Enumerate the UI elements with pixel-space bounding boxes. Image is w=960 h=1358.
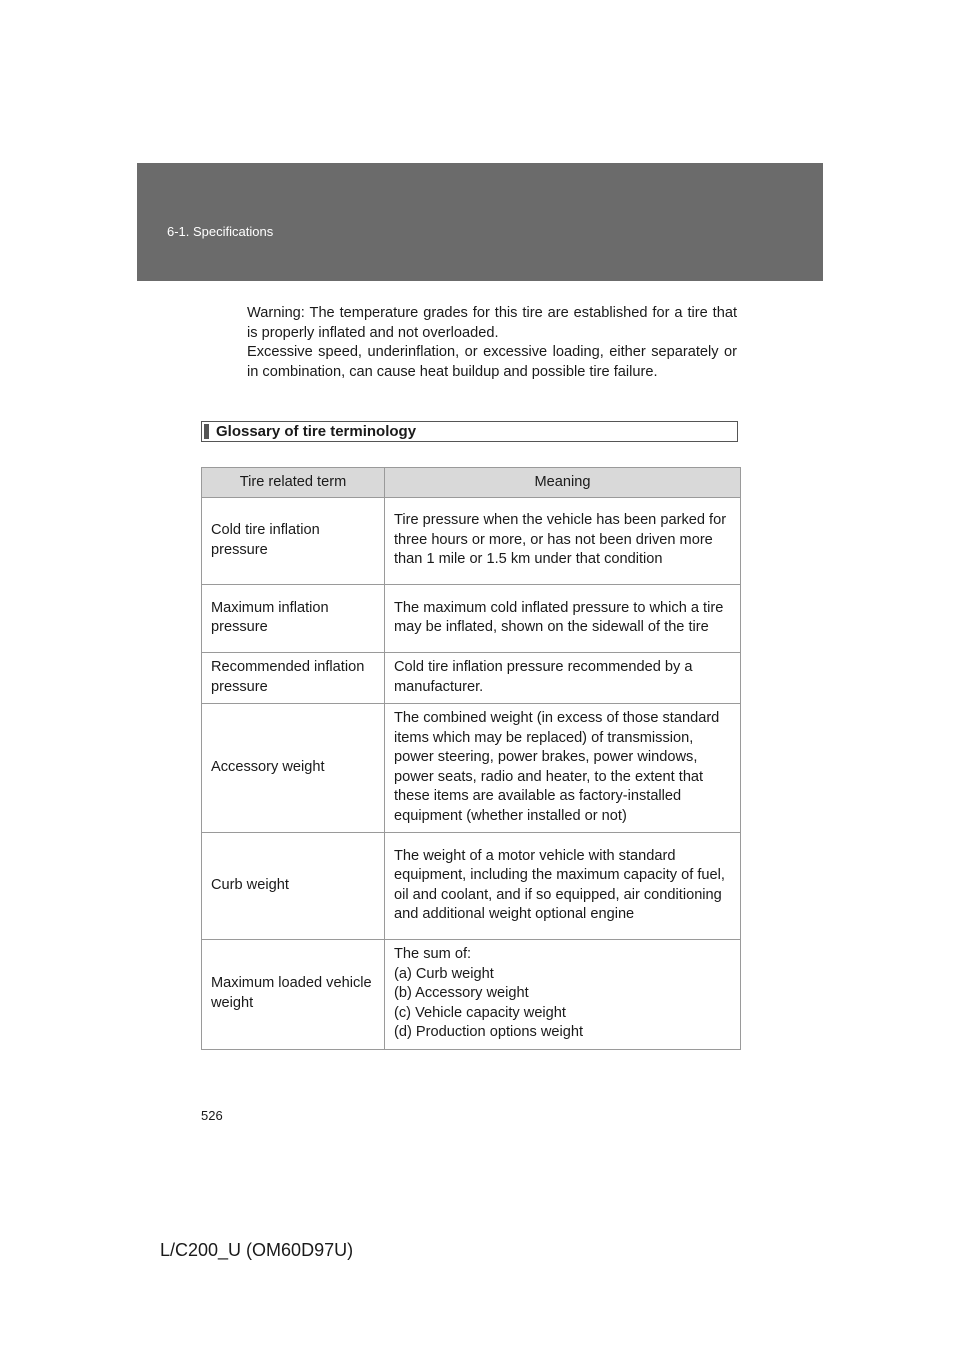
- meaning-line: (d) Production options weight: [394, 1024, 584, 1040]
- meaning-cell: The combined weight (in excess of those standard items which may be replaced) of transmission, power steering, power brakes, power windows, power seats, radio and heater, to the extent that these items are available as factory-installed equipment (whether installed or not): [385, 704, 741, 833]
- meaning-cell: Tire pressure when the vehicle has been parked for three hours or more, or has not been driven more than 1 mile or 1.5 km under that condition: [385, 498, 741, 585]
- table-row: [202, 585, 741, 653]
- header-band: [137, 163, 823, 281]
- table-row: [202, 704, 741, 833]
- term-cell: Cold tire inflation pressure: [202, 498, 385, 585]
- heading-marker: [204, 424, 209, 439]
- table-row: [202, 833, 741, 940]
- table-row: [202, 498, 741, 585]
- meaning-line: (c) Vehicle capacity weight: [394, 1004, 566, 1021]
- meaning-line: (a) Curb weight: [394, 965, 494, 982]
- meaning-line: The sum of:: [394, 946, 472, 962]
- glossary-heading: [201, 421, 738, 442]
- meaning-cell: [385, 940, 741, 1050]
- warning-paragraph-1: Warning: The temperature grades for this tire are established for a tire that is properly inflated and not overloaded.: [247, 305, 737, 341]
- section-label: 6-1. Specifications: [167, 224, 274, 239]
- term-cell: Recommended inflation pressure: [202, 653, 385, 704]
- warning-paragraph-2: Excessive speed, underinflation, or excessive loading, either separately or in combination, can cause heat buildup and possible tire failure.: [247, 344, 737, 380]
- meaning-line: (b) Accessory weight: [394, 985, 529, 1001]
- page-number: 526: [201, 1108, 223, 1123]
- meaning-cell: The weight of a motor vehicle with standard equipment, including the maximum capacity of fuel, oil and coolant, and if so equipped, air conditioning and additional weight optional engine: [385, 833, 741, 940]
- table-row: [202, 940, 741, 1050]
- glossary-table: [201, 467, 741, 1050]
- warning-text: [247, 304, 737, 382]
- glossary-title: Glossary of tire terminology: [216, 423, 417, 440]
- column-header-meaning: Meaning: [385, 468, 741, 498]
- table-header-row: [202, 468, 741, 498]
- document-code: L/C200_U (OM60D97U): [160, 1240, 354, 1260]
- table-row: [202, 653, 741, 704]
- term-cell: Maximum loaded vehicle weight: [202, 940, 385, 1050]
- term-cell: Curb weight: [202, 833, 385, 940]
- term-cell: Maximum inflation pressure: [202, 585, 385, 653]
- term-cell: Accessory weight: [202, 704, 385, 833]
- meaning-cell: The maximum cold inflated pressure to which a tire may be inflated, shown on the sidewall of the tire: [385, 585, 741, 653]
- meaning-cell: Cold tire inflation pressure recommended by a manufacturer.: [385, 653, 741, 704]
- column-header-term: Tire related term: [202, 468, 385, 498]
